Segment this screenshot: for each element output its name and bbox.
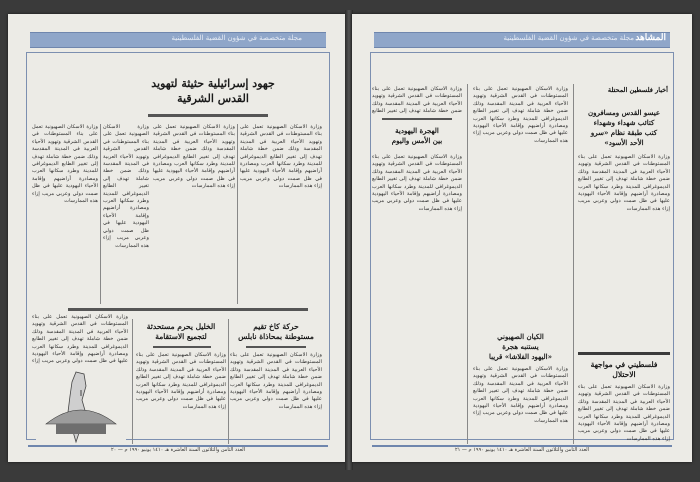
article3-rule: [153, 346, 211, 348]
magazine-logo: المشاهد: [635, 33, 666, 43]
right-page: [352, 14, 692, 462]
story1-headline-line3: كتب طبقة نظام «سرو: [590, 128, 658, 137]
left-col-divider-1: [237, 124, 238, 304]
right-col-2b: وزارة الاسكان الصهيونية تعمل على بناء المستوطنات في القدس الشرقية وتهويد الأحياء العربية في المدينة المقدسة وذلك ضمن خطة شاملة تهدف إلى تغيير الطابع الديموغرافي للمدينة وطرد سكانها العرب ومصادرة أراضيهم وإقامة الأحياء اليهودية عليها في ظل صمت دولي وعربي مريب إزاء هذه الممارسات: [473, 366, 568, 424]
right-col-2: وزارة الاسكان الصهيونية تعمل على بناء المستوطنات في القدس الشرقية وتهويد الأحياء العربية في المدينة المقدسة وذلك ضمن خطة شاملة تهدف إلى تغيير الطابع الديموغرافي للمدينة وطرد سكانها العرب ومصادرة أراضيهم وإقامة الأحياء اليهودية عليها في ظل صمت دولي وعربي مريب إزاء هذه الممارسات: [473, 86, 568, 144]
article3-headline-line1: الخليل يحرم مستحدثة: [146, 322, 216, 331]
right-col-3-top: وزارة الاسكان الصهيونية تعمل على بناء المستوطنات في القدس الشرقية وتهويد الأحياء العربية في المدينة المقدسة وذلك ضمن خطة شاملة تهدف إلى تغيير الطابع: [372, 86, 462, 115]
story2-top-rule: [382, 118, 452, 120]
story2-headline-line2: بين الأمس واليوم: [391, 136, 443, 145]
left-col-divider-2: [100, 124, 101, 304]
right-col-divider-2: [467, 84, 468, 444]
story4-headline-line2: الاحتلال: [612, 370, 636, 379]
story4-band: [578, 352, 670, 355]
left-col-2: وزارة الاسكان الصهيونية تعمل على بناء المستوطنات في القدس الشرقية وتهويد الأحياء العربية في المدينة المقدسة وذلك ضمن خطة شاملة تهدف إلى تغيير الطابع الديموغرافي للمدينة وطرد سكانها العرب ومصادرة أراضيهم وإقامة الأحياء اليهودية عليها في ظل صمت دولي وعربي مريب إزاء هذه الممارسات: [153, 124, 235, 190]
article2-col-1: وزارة الاسكان الصهيونية تعمل على بناء المستوطنات في القدس الشرقية وتهويد الأحياء العربية في المدينة المقدسة وذلك ضمن خطة شاملة تهدف إلى تغيير الطابع الديموغرافي للمدينة وطرد سكانها العرب ومصادرة أراضيهم وإقامة الأحياء اليهودية عليها في ظل صمت دولي وعربي مريب إزاء هذه الممارسات: [230, 352, 322, 410]
right-footer: العدد الثامن والثلاثون السنة العاشرة هـ ١٤١٠ يونيو ١٩٩٠ م — ٢١: [372, 445, 672, 454]
left-footer: العدد الثامن والثلاثون السنة العاشرة هـ ١٤١٠ يونيو ١٩٩٠ م — ٢٠: [28, 445, 328, 454]
story1-headline: [578, 108, 670, 148]
main-headline: [118, 76, 308, 106]
article3-headline: [136, 322, 226, 342]
left-bottom-divider: [228, 319, 229, 444]
left-mid-rule: [68, 308, 308, 311]
right-col-divider-1: [573, 84, 574, 444]
story2-headline: [372, 126, 462, 146]
left-headline-rule: [148, 114, 268, 117]
article2-headline-line2: مستوطنة بمحاذاة نابلس: [238, 332, 314, 341]
left-header-bar: [30, 32, 326, 48]
right-header-bar: [374, 32, 670, 48]
article3-headline-line2: لتجميع الاستقامة: [155, 332, 207, 341]
right-col-1b: وزارة الاسكان الصهيونية تعمل على بناء المستوطنات في القدس الشرقية وتهويد الأحياء العربية في المدينة المقدسة وذلك ضمن خطة شاملة تهدف إلى تغيير الطابع الديموغرافي للمدينة وطرد سكانها العرب ومصادرة أراضيهم وإقامة الأحياء اليهودية عليها في ظل صمت دولي وعربي مريب إزاء هذه الممارسات: [578, 384, 670, 442]
article2-headline: [230, 322, 322, 342]
left-col-1: وزارة الاسكان الصهيونية تعمل على بناء المستوطنات في القدس الشرقية وتهويد الأحياء العربية في المدينة المقدسة وذلك ضمن خطة شاملة تهدف إلى تغيير الطابع الديموغرافي للمدينة وطرد سكانها العرب ومصادرة أراضيهم وإقامة الأحياء اليهودية عليها في ظل صمت دولي وعربي مريب إزاء هذه الممارسات: [240, 124, 322, 190]
story1-headline-line2: كتائب شهداء وشهداء: [593, 118, 655, 127]
left-header-text: مجلة متخصصة في شؤون القضية الفلسطينية: [171, 34, 302, 42]
article2-headline-line1: حركة كاخ تقيم: [253, 322, 299, 331]
palestine-map-illustration: [36, 366, 126, 446]
right-header-text: مجلة متخصصة في شؤون القضية الفلسطينية: [503, 34, 634, 42]
right-col-1: وزارة الاسكان الصهيونية تعمل على بناء المستوطنات في القدس الشرقية وتهويد الأحياء العربية في المدينة المقدسة وذلك ضمن خطة شاملة تهدف إلى تغيير الطابع الديموغرافي للمدينة وطرد سكانها العرب ومصادرة أراضيهم وإقامة الأحياء اليهودية عليها في ظل صمت دولي وعربي مريب إزاء هذه الممارسات: [578, 154, 670, 212]
left-page: [8, 14, 348, 462]
story3-headline-line1: الكيان الصهيوني: [497, 332, 544, 341]
story3-headline-line3: «اليهود الفلاشا» قريبا: [489, 352, 552, 361]
article2-rule: [246, 346, 306, 348]
left-bottom-divider-2: [132, 319, 133, 444]
story1-headline-line4: الأحد الأسود»: [604, 138, 644, 147]
right-col-3: وزارة الاسكان الصهيونية تعمل على بناء المستوطنات في القدس الشرقية وتهويد الأحياء العربية في المدينة المقدسة وذلك ضمن خطة شاملة تهدف إلى تغيير الطابع الديموغرافي للمدينة وطرد سكانها العرب ومصادرة أراضيهم وإقامة الأحياء اليهودية عليها في ظل صمت دولي وعربي مريب إزاء هذه الممارسات: [372, 154, 462, 212]
left-col-3: وزارة الاسكان الصهيونية تعمل على بناء المستوطنات في القدس الشرقية وتهويد الأحياء العربية في المدينة المقدسة وذلك ضمن خطة شاملة تهدف إلى تغيير الطابع الديموغرافي للمدينة وطرد سكانها العرب ومصادرة أراضيهم وإقامة الأحياء اليهودية عليها في ظل صمت دولي وعربي مريب إزاء هذه الممارسات: [103, 124, 149, 249]
story2-headline-line1: الهجرة اليهودية: [395, 126, 439, 135]
story3-headline-line2: يستنبه هجرة: [502, 342, 539, 351]
left-col-4: وزارة الاسكان الصهيونية تعمل على بناء المستوطنات في القدس الشرقية وتهويد الأحياء العربية في المدينة المقدسة وذلك ضمن خطة شاملة تهدف إلى تغيير الطابع الديموغرافي للمدينة وطرد سكانها العرب ومصادرة أراضيهم وإقامة الأحياء اليهودية عليها في ظل صمت دولي وعربي مريب إزاء هذه الممارسات: [32, 124, 98, 205]
story3-headline: [473, 332, 568, 362]
article3-col-1: وزارة الاسكان الصهيونية تعمل على بناء المستوطنات في القدس الشرقية وتهويد الأحياء العربية في المدينة المقدسة وذلك ضمن خطة شاملة تهدف إلى تغيير الطابع الديموغرافي للمدينة وطرد سكانها العرب ومصادرة أراضيهم وإقامة الأحياء اليهودية عليها في ظل صمت دولي وعربي مريب إزاء هذه الممارسات: [136, 352, 226, 410]
section-title: أخبار فلسطين المحتلة: [607, 86, 668, 94]
main-headline-line1: جهود إسرائيلية حثيثة لتهويد: [151, 77, 275, 90]
main-headline-line2: القدس الشرقية: [177, 92, 249, 105]
story4-headline: [578, 360, 670, 380]
left-bottom-col: وزارة الاسكان الصهيونية تعمل على بناء المستوطنات في القدس الشرقية وتهويد الأحياء العربية في المدينة المقدسة وذلك ضمن خطة شاملة تهدف إلى تغيير الطابع الديموغرافي للمدينة وطرد سكانها العرب ومصادرة أراضيهم وإقامة الأحياء اليهودية عليها في ظل صمت دولي وعربي مريب إزاء: [32, 314, 128, 365]
story4-headline-line1: فلسطيني في مواجهة: [590, 360, 658, 369]
story1-headline-line1: عيسو القدس ومسافرون: [587, 108, 661, 117]
